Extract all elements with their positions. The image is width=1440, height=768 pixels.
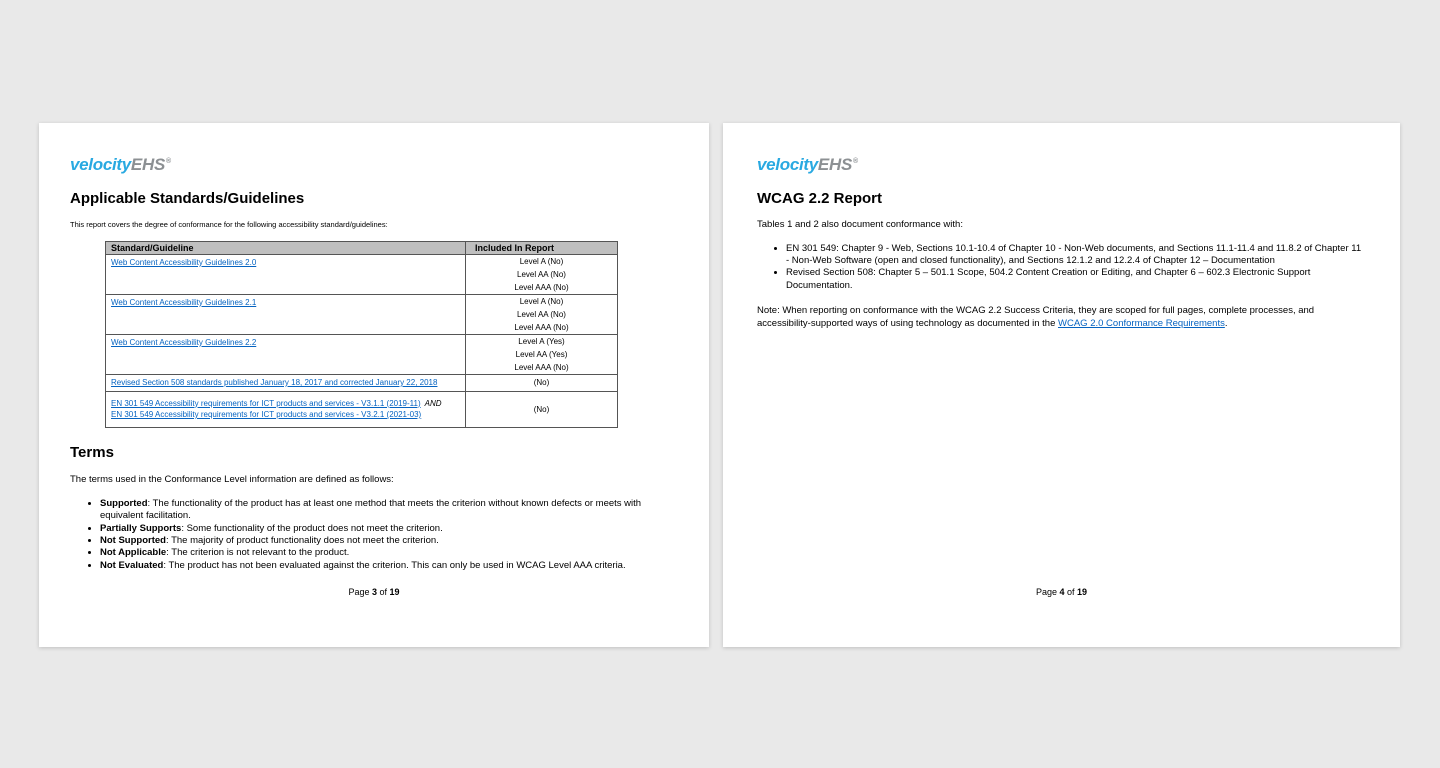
logo-velocity: velocity: [70, 155, 131, 174]
col-header-standard: Standard/Guideline: [106, 242, 466, 255]
page-title: Applicable Standards/Guidelines: [70, 190, 305, 207]
level-aa-value: Level AA (Yes): [515, 350, 568, 359]
level-aa-value: Level AA (No): [517, 270, 566, 279]
level-aa-value: Level AA (No): [517, 310, 566, 319]
term-definition: : The product has not been evaluated against the criterion. This can only be used in WCAG Level AAA criteria.: [163, 559, 626, 571]
en301549-v311-link[interactable]: EN 301 549 Accessibility requirements for ICT products and services - V3.1.1 (2019-11): [111, 398, 421, 408]
table-row-en301549: [106, 391, 618, 427]
footer-page-total: 19: [389, 587, 400, 597]
term-item-not-applicable: [100, 547, 678, 559]
page-4: [723, 123, 1400, 647]
intro-text: This report covers the degree of conformance for the following accessibility standard/guidelines:: [70, 220, 388, 230]
logo-ehs: EHS: [817, 155, 852, 174]
term-item-not-supported: [100, 535, 678, 547]
terms-intro: The terms used in the Conformance Level information are defined as follows:: [70, 473, 394, 485]
conformance-item-section508: • Revised Section 508: Chapter 5 – 501.1 Scope, 504.2 Content Creation or Editing, and Chapter 6 – 602.3 Electronic Support Documentation.: [786, 267, 1366, 292]
document-viewer: [39, 123, 1400, 647]
note-suffix: .: [1224, 317, 1228, 329]
term-label: Not Applicable: [100, 547, 167, 559]
included-value: (No): [533, 404, 550, 414]
footer-of-word: of: [379, 587, 388, 597]
conformance-item-en301549: • EN 301 549: Chapter 9 - Web, Sections 10.1-10.4 of Chapter 10 - Non-Web documents, and Sections 11.1-11.4 and 11.8.2 of Chapter 11 - Non-Web Software (open and closed functionality), and Sections 12.1.2 and 12.2.4 of Chapter 12 – Documentation: [786, 243, 1366, 268]
term-item-partially-supports: [100, 523, 678, 535]
note-prefix: Note: When reporting on conformance with the WCAG 2.2 Success Criteria, they are scoped for full pages, complete processes, and accessibility-supported ways of using technology as documented in the: [757, 305, 1315, 329]
included-value: (No): [533, 378, 550, 388]
terms-title: Terms: [70, 443, 114, 461]
table-row-wcag22: [106, 335, 618, 375]
velocityehs-logo: [70, 153, 678, 173]
table-row-wcag21: [106, 295, 618, 335]
level-aaa-value: Level AAA (No): [514, 363, 569, 372]
level-a-value: Level A (No): [519, 297, 564, 306]
terms-list: [82, 498, 678, 572]
footer-page-number: 4: [1059, 587, 1065, 597]
level-a-value: Level A (Yes): [518, 337, 565, 346]
registered-mark-icon: ®: [852, 158, 858, 165]
velocityehs-logo: [757, 153, 1366, 173]
footer-page-word: Page: [1035, 587, 1057, 597]
term-definition: : The functionality of the product has at least one method that meets the criterion without known defects or meets with equivalent facilitation.: [100, 498, 642, 522]
page-3: [39, 123, 709, 647]
term-label: Partially Supports: [100, 522, 182, 534]
note-text: [757, 305, 1362, 330]
col-header-included: Included In Report: [466, 242, 618, 255]
term-definition: : The criterion is not relevant to the product.: [166, 547, 350, 559]
level-aaa-value: Level AAA (No): [514, 283, 569, 292]
table-row-section508: [106, 375, 618, 392]
table-header-row: [106, 242, 618, 255]
standards-table: [105, 241, 618, 428]
term-label: Not Evaluated: [100, 559, 164, 571]
page-footer: [39, 587, 709, 597]
term-label: Not Supported: [100, 534, 166, 546]
footer-page-number: 3: [371, 587, 377, 597]
wcag21-link[interactable]: Web Content Accessibility Guidelines 2.1: [111, 298, 257, 307]
wcag20-conformance-requirements-link[interactable]: WCAG 2.0 Conformance Requirements: [1058, 317, 1225, 329]
wcag20-link[interactable]: Web Content Accessibility Guidelines 2.0: [111, 258, 257, 267]
footer-of-word: of: [1067, 587, 1075, 597]
en301549-v321-link[interactable]: EN 301 549 Accessibility requirements for ICT products and services - V3.2.1 (2021-03): [111, 410, 422, 419]
page-footer: [723, 587, 1400, 597]
and-conjunction: AND: [424, 398, 442, 408]
logo-ehs: EHS: [130, 155, 165, 174]
footer-page-word: Page: [348, 587, 370, 597]
conformance-intro: Tables 1 and 2 also document conformance with:: [757, 219, 963, 231]
table-row-wcag20: [106, 255, 618, 295]
registered-mark-icon: ®: [165, 158, 171, 165]
logo-velocity: velocity: [757, 155, 818, 174]
level-aaa-value: Level AAA (No): [514, 323, 569, 332]
section508-link[interactable]: Revised Section 508 standards published January 18, 2017 and corrected January 22, 2018: [111, 378, 438, 387]
term-label: Supported: [100, 498, 148, 510]
footer-page-total: 19: [1077, 587, 1088, 597]
wcag22-link[interactable]: Web Content Accessibility Guidelines 2.2: [111, 338, 257, 347]
term-item-supported: [100, 498, 678, 523]
term-item-not-evaluated: [100, 560, 678, 572]
conformance-list: [767, 243, 1366, 293]
term-definition: : The majority of product functionality does not meet the criterion.: [165, 534, 439, 546]
level-a-value: Level A (No): [519, 257, 564, 266]
report-title: WCAG 2.2 Report: [757, 190, 883, 207]
term-definition: : Some functionality of the product does not meet the criterion.: [181, 522, 443, 534]
